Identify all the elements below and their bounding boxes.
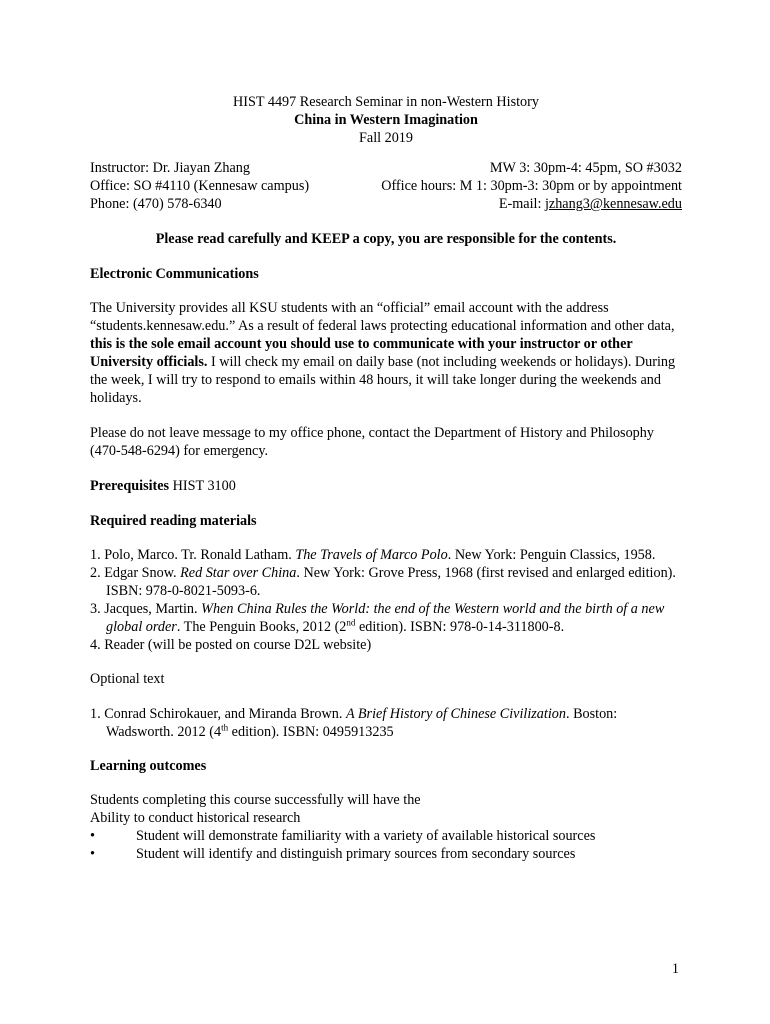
- course-header: [90, 93, 682, 147]
- reading-1-title: The Travels of Marco Polo: [295, 547, 448, 563]
- learning-outcomes-heading: Learning outcomes: [90, 758, 207, 774]
- required-reading-heading: Required reading materials: [90, 513, 257, 529]
- office-location: Office: SO #4110 (Kennesaw campus): [90, 178, 310, 194]
- reading-3-isbn: edition). ISBN: 978-0-14-311800-8.: [355, 619, 565, 635]
- electronic-communications-heading: Electronic Communications: [90, 266, 259, 282]
- list-item: 4. Reader (will be posted on course D2L website): [90, 637, 372, 653]
- outcome-2: Student will identify and distinguish primary sources from secondary sources: [136, 846, 576, 862]
- email-line: [499, 195, 682, 213]
- outcomes-list: [90, 827, 682, 863]
- prerequisites-value: HIST 3100: [169, 478, 236, 494]
- course-code-title: HIST 4497 Research Seminar in non-Western History: [233, 94, 539, 110]
- email-policy-text-b: I will check my email on daily base (not including weekends or holidays). During the week, I will try to respond to emails within 48 hours, it will take longer during the weekends and holidays.: [90, 354, 676, 406]
- bullet-icon: •: [90, 846, 95, 862]
- bullet-icon: •: [90, 828, 95, 844]
- reading-1-author: 1. Polo, Marco. Tr. Ronald Latham.: [90, 547, 296, 563]
- list-item: [90, 600, 682, 636]
- optional-1-author: 1. Conrad Schirokauer, and Miranda Brown.: [90, 706, 346, 722]
- list-item: [90, 546, 682, 564]
- course-term: Fall 2019: [359, 130, 413, 146]
- prerequisites: [90, 477, 682, 495]
- reading-3-author: 3. Jacques, Martin.: [90, 601, 202, 617]
- email-policy-paragraph: [90, 299, 682, 407]
- class-schedule: MW 3: 30pm-4: 45pm, SO #3032: [489, 160, 682, 176]
- outcomes-intro: Students completing this course successfully will have the: [90, 792, 421, 808]
- phone-number: Phone: (470) 578-6340: [90, 196, 222, 212]
- list-item: [90, 827, 682, 845]
- list-item: [90, 564, 682, 600]
- office-hours: Office hours: M 1: 30pm-3: 30pm or by appointment: [381, 178, 682, 194]
- optional-text-heading: Optional text: [90, 671, 165, 687]
- reading-3-title: When China Rules the World: the end of the Western world and the birth of a new global order: [106, 601, 665, 635]
- instructor-info: [90, 159, 682, 213]
- list-item: [90, 705, 682, 741]
- email-link[interactable]: jzhang3@kennesaw.edu: [544, 196, 682, 212]
- required-reading-list: [90, 546, 682, 654]
- syllabus-page: [90, 93, 682, 863]
- optional-1-details: . Boston: Wadsworth. 2012 (4: [106, 706, 618, 740]
- reading-2-title: Red Star over China: [180, 565, 297, 581]
- course-title: China in Western Imagination: [294, 112, 478, 128]
- page-number: 1: [671, 961, 679, 977]
- reading-3-sup: nd: [346, 617, 356, 628]
- optional-1-sup: th: [221, 722, 229, 733]
- reading-3-details: . The Penguin Books, 2012 (2: [176, 619, 347, 635]
- outcome-1: Student will demonstrate familiarity with a variety of available historical sources: [136, 828, 596, 844]
- notice: Please read carefully and KEEP a copy, you are responsible for the contents.: [155, 231, 617, 247]
- email-label: E-mail:: [498, 196, 545, 212]
- email-policy-bold: this is the sole email account you should use to communicate with your instructor or other University officials.: [90, 336, 633, 370]
- reading-2-details: . New York: Grove Press, 1968 (first revised and enlarged edition). ISBN: 978-0-8021-5093-6.: [106, 565, 676, 599]
- reading-2-author: 2. Edgar Snow.: [90, 565, 181, 581]
- prerequisites-label: Prerequisites: [90, 478, 170, 494]
- optional-1-title: A Brief History of Chinese Civilization: [345, 706, 566, 722]
- email-policy-text-a: The University provides all KSU students with an “official” email account with the address “students.kennesaw.edu.” As a result of federal laws protecting educational information and other data,: [90, 300, 675, 334]
- phone-policy-paragraph: Please do not leave message to my office phone, contact the Department of History and Philosophy (470-548-6294) for emergency.: [90, 425, 654, 459]
- outcomes-ability: Ability to conduct historical research: [90, 810, 301, 826]
- optional-1-isbn: edition). ISBN: 0495913235: [228, 724, 394, 740]
- reading-1-details: . New York: Penguin Classics, 1958.: [447, 547, 656, 563]
- instructor-name: Instructor: Dr. Jiayan Zhang: [90, 160, 250, 176]
- optional-reading-list: [90, 705, 682, 741]
- list-item: [90, 845, 682, 863]
